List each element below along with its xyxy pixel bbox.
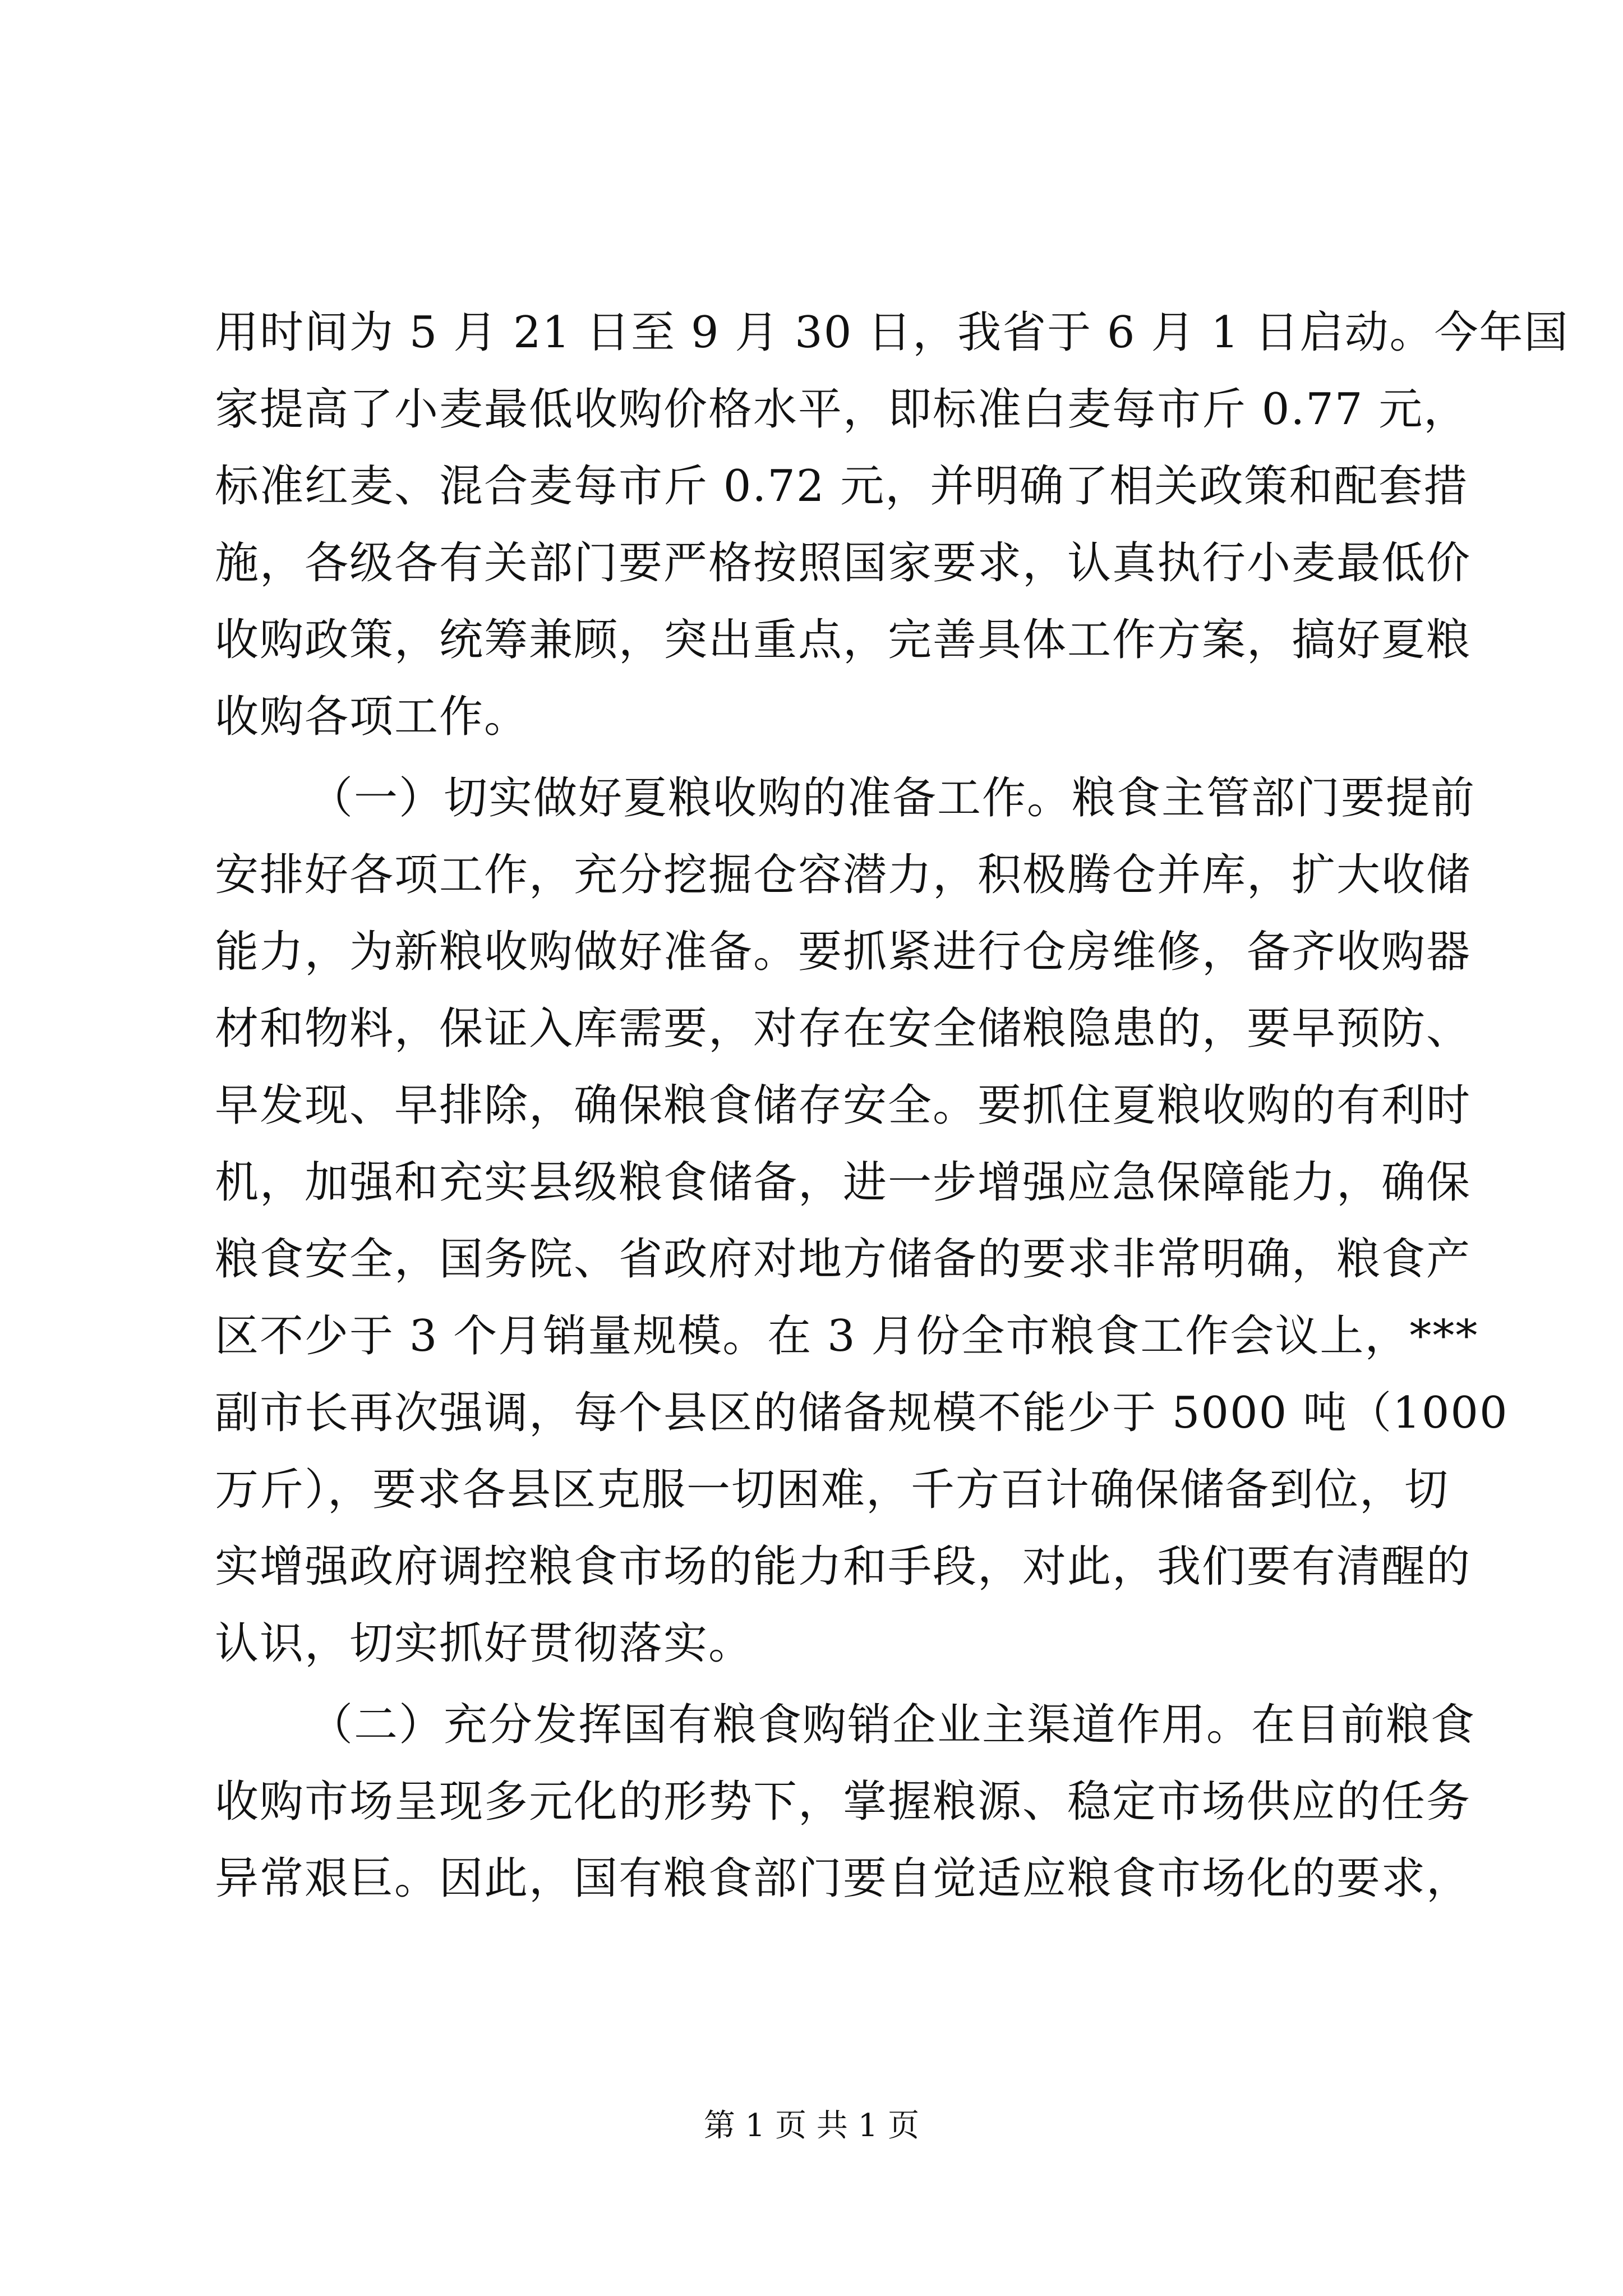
text-line: 机，加强和充实县级粮食储备，进一步增强应急保障能力，确保 — [215, 1157, 1472, 1208]
paragraph-1 — [215, 295, 1569, 756]
text-line: 万斤），要求各县区克服一切困难，千方百计确保储备到位，切 — [215, 1465, 1450, 1515]
text-line: （一）切实做好夏粮收购的准备工作。粮食主管部门要提前 — [309, 773, 1476, 823]
text-line: 早发现、早排除，确保粮食储存安全。要抓住夏粮收购的有利时 — [215, 1080, 1472, 1131]
document-body — [215, 295, 1569, 1917]
paragraph-3 — [215, 1687, 1476, 1917]
paragraph-2 — [215, 760, 1509, 1682]
text-line: 异常艰巨。因此，国有粮食部门要自觉适应粮食市场化的要求， — [215, 1853, 1472, 1904]
text-line: 收购政策，统筹兼顾，突出重点，完善具体工作方案，搞好夏粮 — [215, 615, 1472, 665]
text-line: 副市长再次强调，每个县区的储备规模不能少于 5000 吨（1000 — [215, 1388, 1509, 1438]
text-line: 粮食安全，国务院、省政府对地方储备的要求非常明确，粮食产 — [215, 1234, 1472, 1285]
text-line: （二）充分发挥国有粮食购销企业主渠道作用。在目前粮食 — [309, 1700, 1476, 1750]
text-line: 能力，为新粮收购做好准备。要抓紧进行仓房维修，备齐收购器 — [215, 927, 1472, 977]
page-footer: 第 1 页 共 1 页 — [703, 2108, 920, 2144]
text-line: 区不少于 3 个月销量规模。在 3 月份全市粮食工作会议上，*** — [215, 1311, 1479, 1361]
text-line: 收购市场呈现多元化的形势下，掌握粮源、稳定市场供应的任务 — [215, 1777, 1472, 1827]
text-line: 安排好各项工作，充分挖掘仓容潜力，积极腾仓并库，扩大收储 — [215, 850, 1472, 900]
text-line: 认识，切实抓好贯彻落实。 — [215, 1618, 754, 1669]
text-line: 标准红麦、混合麦每市斤 0.72 元，并明确了相关政策和配套措 — [215, 461, 1469, 512]
text-line: 家提高了小麦最低收购价格水平，即标准白麦每市斤 0.77 元， — [215, 384, 1469, 435]
text-line: 用时间为 5 月 21 日至 9 月 30 日，我省于 6 月 1 日启动。今年国 — [215, 307, 1569, 358]
text-line: 收购各项工作。 — [215, 692, 529, 742]
text-line: 材和物料，保证入库需要，对存在安全储粮隐患的，要早预防、 — [215, 1004, 1472, 1054]
text-line: 施，各级各有关部门要严格按照国家要求，认真执行小麦最低价 — [215, 538, 1472, 588]
text-line: 实增强政府调控粮食市场的能力和手段，对此，我们要有清醒的 — [215, 1542, 1472, 1592]
